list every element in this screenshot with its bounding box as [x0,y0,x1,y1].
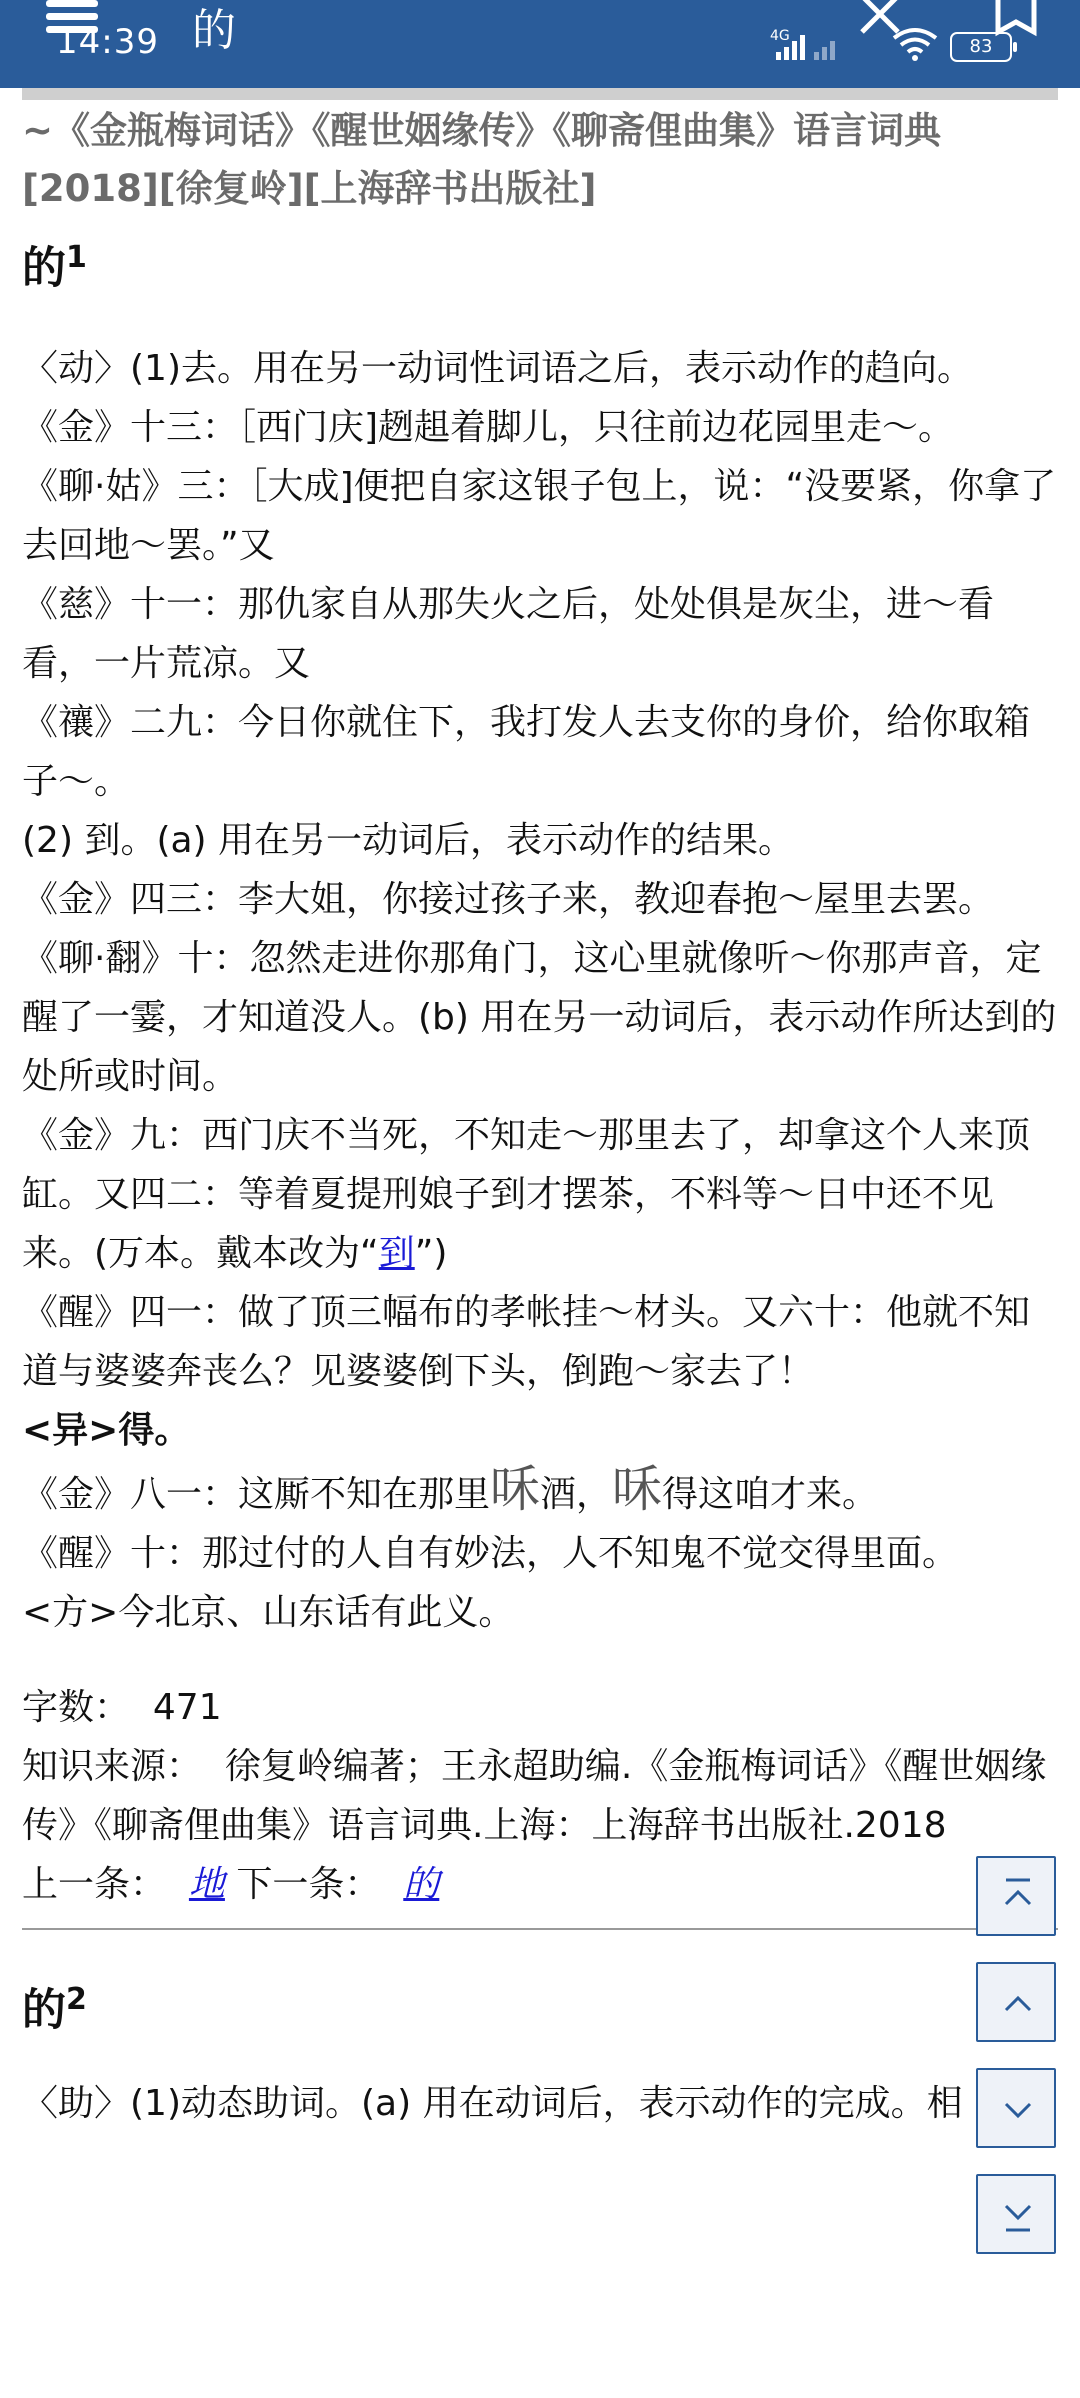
dictionary-source: ~《金瓶梅词话》《醒世姻缘传》《聊斋俚曲集》语言词典[2018][徐复岭][上海辞书出版社] [22,109,942,210]
svg-text:4G: 4G [770,28,790,44]
entry-content [22,100,1060,2133]
entry-headword [22,228,1060,299]
battery-icon: 83 [950,32,1012,62]
word-count-value: 471 [152,1686,222,1728]
entry-line: (2) 到。(a) 用在另一动词后，表示动作的结果。 [22,819,795,861]
entry-line [22,1106,1060,1283]
entry-line: 《聊·姑》三：［大成]便把自家这银子包上，说：“没要紧，你拿了去回地～罢。”又 [22,465,1057,566]
word-count-label: 字数： [22,1686,131,1728]
entry-line: 《金》四三：李大姐，你接过孩子来，教迎春抱～屋里去罢。 [22,878,995,920]
cross-ref-link[interactable]: 到 [378,1232,415,1274]
entry-text: ”) [414,1232,448,1274]
prev-entry-button[interactable] [976,1962,1056,2042]
entry-line [22,1460,1060,1524]
headword-text: 的 [22,1984,66,2036]
entry-body [22,339,1060,1642]
app-bar [0,0,1080,88]
chevron-down-bar-icon [998,2196,1038,2236]
knowledge-source-label: 知识来源： [22,1745,203,1787]
entry-line: 《醒》十：那过付的人自有妙法，人不知鬼不觉交得里面。 [22,1532,959,1574]
entry-divider [22,1928,1058,1930]
variant-line: <异>得。 [22,1409,191,1451]
entry-line: 《金》十三：［西门庆]趔趄着脚儿，只往前边花园里走～。 [22,406,955,448]
next-entry-button[interactable] [976,2068,1056,2148]
app-bar-title: 的 [192,5,236,56]
entry-line: 《慈》十一：那仇家自从那失火之后，处处俱是灰尘，进～看看，一片荒凉。又 [22,583,995,684]
headword-text: 的 [22,242,66,294]
chevron-up-icon [998,1984,1038,2024]
entry-line: 〈动〉(1)去。用在另一动词性词语之后，表示动作的趋向。 [22,347,973,389]
headword-sup: 1 [66,240,87,275]
entry-line: 《醒》四一：做了顶三幅布的孝帐挂～材头。又六十：他就不知道与婆婆奔丧么？见婆婆倒下头，倒跑～家去了！ [22,1291,1031,1392]
entry-line: 〈助〉(1)动态助词。(a) 用在动词后，表示动作的完成。相 [22,2083,963,2125]
appbar-shadow [22,88,1058,100]
entry-meta [22,1678,1060,1914]
word-count [22,1678,1060,1737]
scroll-bottom-button[interactable] [976,2174,1056,2254]
prev-next-nav [22,1855,1060,1914]
status-time: 14:39 [56,22,159,62]
headword-sup: 2 [66,1981,87,2017]
next-entry-link[interactable]: 的 [403,1863,440,1905]
entry-line: 《禳》二九：今日你就住下，我打发人去支你的身价，给你取箱子～。 [22,701,1031,802]
prev-entry-link[interactable]: 地 [188,1863,225,1905]
chevron-down-icon [998,2090,1038,2130]
knowledge-source-value: 徐复岭编著；王永超助编.《金瓶梅词话》《醒世姻缘传》《聊斋俚曲集》语言词典.上海：上海辞书出版社.2018 [22,1745,1047,1846]
wifi-icon [890,24,940,64]
entry-line: 《聊·翻》十：忽然走进你那角门，这心里就像听～你那声音，定醒了一霎，才知道没人。(b) 用在另一动词后，表示动作所达到的处所或时间。 [22,937,1057,1097]
next-label: 下一条： [236,1863,381,1905]
entry-text: 得这咱才来。 [662,1473,879,1515]
bookmark-icon[interactable] [988,0,1044,40]
rare-char-image: 咊 [612,1459,663,1518]
entry-headword [22,1970,1060,2041]
prev-label: 上一条： [22,1863,167,1905]
entry-line: <方>今北京、山东话有此义。 [22,1591,515,1633]
entry-text: 酒， [540,1473,613,1515]
scroll-top-button[interactable] [976,1856,1056,1936]
knowledge-source [22,1737,1060,1855]
rare-char-image: 咊 [490,1459,541,1518]
entry-text: 《金》八一：这厮不知在那里 [22,1473,491,1515]
entry-text: 《金》九：西门庆不当死，不知走～那里去了，却拿这个人来顶缸。又四二：等着夏提刑娘子到才摆茶，不料等～日中还不见来。(万本。戴本改为“ [22,1114,1031,1274]
chevron-up-bar-icon [998,1878,1038,1918]
